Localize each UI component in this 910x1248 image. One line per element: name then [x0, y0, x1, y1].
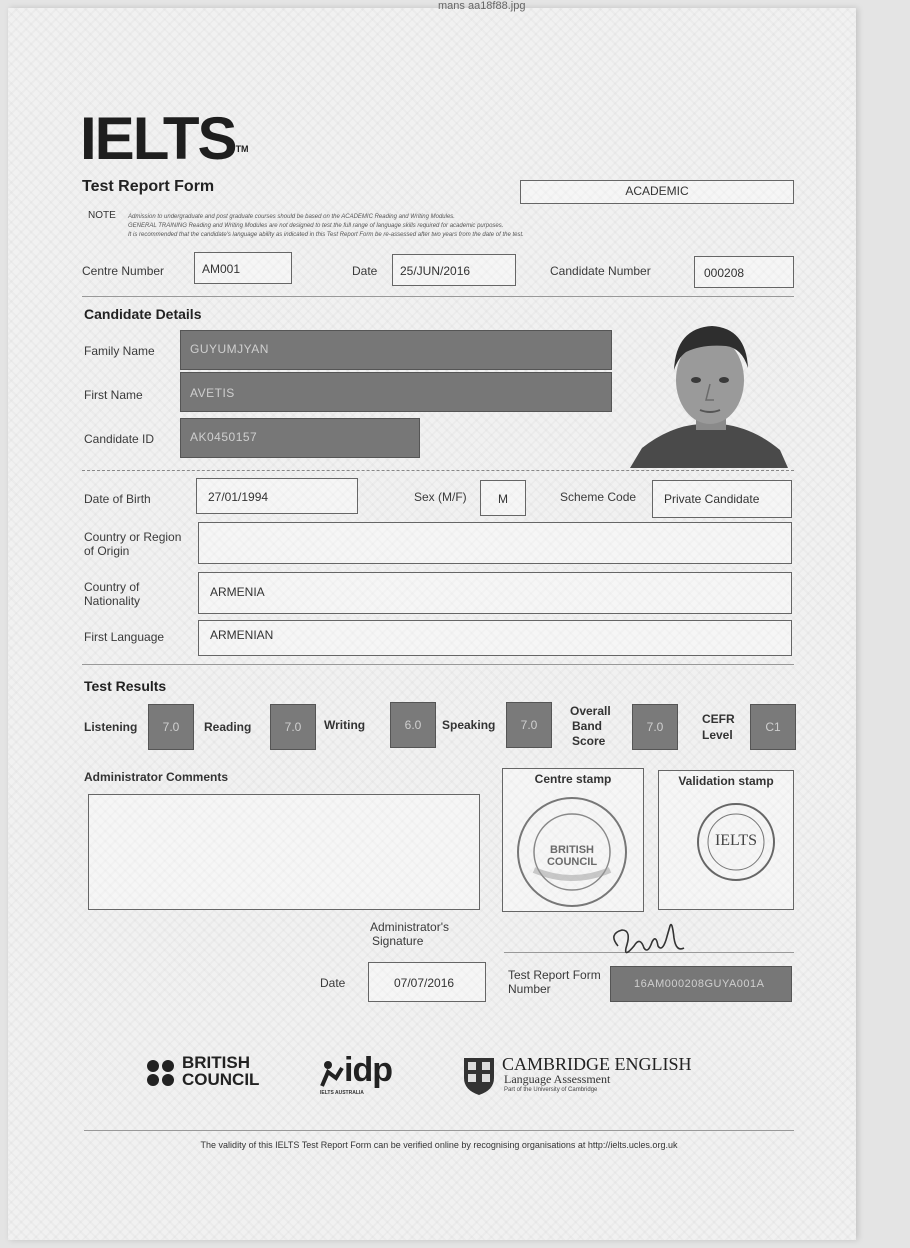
divider-1 [82, 296, 794, 297]
overall-label-1: Overall [570, 704, 611, 718]
trf-number-value: 16AM000208GUYA001A [634, 978, 765, 990]
module-value: ACADEMIC [625, 184, 689, 198]
sex-label: Sex (M/F) [414, 490, 467, 504]
centre-date-value: 25/JUN/2016 [400, 264, 471, 278]
candidate-photo [630, 308, 788, 468]
overall-label-2: Band [572, 719, 602, 733]
sex-value: M [498, 492, 508, 506]
admin-signature-label-1: Administrator's [370, 920, 449, 934]
centre-stamp-label: Centre stamp [534, 772, 612, 786]
divider-3 [82, 664, 794, 665]
ielts-logo-text: IELTS [80, 105, 236, 172]
british-council-text-2: COUNCIL [182, 1070, 260, 1089]
validation-stamp [696, 802, 776, 882]
footer-validity-text: The validity of this IELTS Test Report Form can be verified online by recognising organisations at http://ielts.ucles.org.uk [200, 1140, 678, 1150]
candidate-id-label: Candidate ID [84, 432, 155, 446]
admin-date-label: Date [320, 976, 346, 990]
idp-figure-icon [320, 1060, 344, 1088]
validation-stamp-label: Validation stamp [678, 774, 774, 788]
country-origin-box [198, 522, 792, 564]
validation-stamp-text: IELTS [714, 832, 758, 849]
country-origin-label-1: Country or Region [84, 530, 182, 544]
dob-value: 27/01/1994 [208, 490, 269, 504]
cefr-label-1: CEFR [702, 712, 735, 726]
dob-label: Date of Birth [84, 492, 151, 506]
form-title: Test Report Form [82, 178, 215, 195]
centre-stamp-text: BRITISH COUNCIL [546, 844, 598, 868]
centre-stamp [504, 790, 644, 910]
centre-number-label: Centre Number [82, 264, 165, 278]
cambridge-text-1: CAMBRIDGE ENGLISH [502, 1054, 692, 1074]
speaking-score: 7.0 [506, 702, 552, 748]
divider-2 [82, 470, 794, 471]
overall-label-3: Score [572, 734, 606, 748]
top-file-fragment: mans aa18f88.jpg [438, 0, 526, 12]
nationality-label-1: Country of [84, 580, 140, 594]
ielts-logo-tm: TM [235, 144, 249, 154]
cefr-label-2: Level [702, 728, 733, 742]
cambridge-crest-icon [462, 1056, 496, 1096]
candidate-photo-image [630, 308, 788, 468]
first-language-value: ARMENIAN [210, 628, 274, 642]
candidate-details-title: Candidate Details [84, 306, 202, 322]
test-report-form-page [8, 0, 856, 1240]
note-label: NOTE [88, 210, 116, 221]
admin-signature-label-2: Signature [372, 934, 424, 948]
nationality-value: ARMENIA [210, 585, 265, 599]
nationality-box [198, 572, 792, 614]
cambridge-text-2: Language Assessment [504, 1072, 611, 1086]
test-results-title: Test Results [84, 678, 167, 694]
centre-number-value: AM001 [202, 262, 241, 276]
reading-score: 7.0 [270, 704, 316, 750]
idp-subtext: IELTS AUSTRALIA [320, 1090, 364, 1096]
idp-text: idp [344, 1051, 392, 1089]
first-language-label: First Language [84, 630, 165, 644]
note-line-2: GENERAL TRAINING Reading and Writing Modules are not designed to test the full range of language skills required for academic purposes. [128, 223, 504, 229]
candidate-number-value: 000208 [704, 266, 745, 280]
candidate-number-label: Candidate Number [550, 264, 651, 278]
scheme-code-label: Scheme Code [560, 490, 637, 504]
family-name-label: Family Name [84, 344, 155, 358]
speaking-label: Speaking [442, 718, 496, 732]
cefr-level: C1 [750, 704, 796, 750]
first-name-redacted-field [180, 372, 612, 412]
ielts-logo [80, 105, 249, 172]
country-origin-label-2: of Origin [84, 544, 130, 558]
first-name-label: First Name [84, 388, 143, 402]
scheme-code-value: Private Candidate [664, 492, 760, 506]
administrator-comments-box [88, 794, 480, 910]
writing-score: 6.0 [390, 702, 436, 748]
trf-number-label-1: Test Report Form [508, 968, 601, 982]
listening-score: 7.0 [148, 704, 194, 750]
centre-date-label: Date [352, 264, 378, 278]
trf-number-label-2: Number [508, 982, 551, 996]
cambridge-text-3: Part of the University of Cambridge [504, 1087, 598, 1093]
candidate-id-value: AK0450157 [190, 430, 258, 444]
first-name-value: AVETIS [190, 386, 235, 400]
writing-label: Writing [324, 718, 366, 732]
divider-footer [84, 1130, 794, 1131]
first-language-box [198, 620, 792, 656]
note-line-1: Admission to undergraduate and post graduate courses should be based on the ACADEMIC Reading and Writing Modules. [128, 214, 455, 220]
administrator-comments-label: Administrator Comments [84, 770, 229, 784]
note-line-3: It is recommended that the candidate's language ability as indicated in this Test Report Form be re-assessed after two years from the date of the test. [128, 232, 524, 238]
admin-signature [604, 918, 694, 964]
family-name-value: GUYUMJYAN [190, 342, 269, 356]
reading-label: Reading [204, 720, 252, 734]
british-council-dots-icon [146, 1058, 178, 1088]
nationality-label-2: Nationality [84, 594, 141, 608]
admin-date-value: 07/07/2016 [394, 976, 455, 990]
overall-band-score: 7.0 [632, 704, 678, 750]
british-council-text-1: BRITISH [182, 1053, 250, 1072]
listening-label: Listening [84, 720, 138, 734]
